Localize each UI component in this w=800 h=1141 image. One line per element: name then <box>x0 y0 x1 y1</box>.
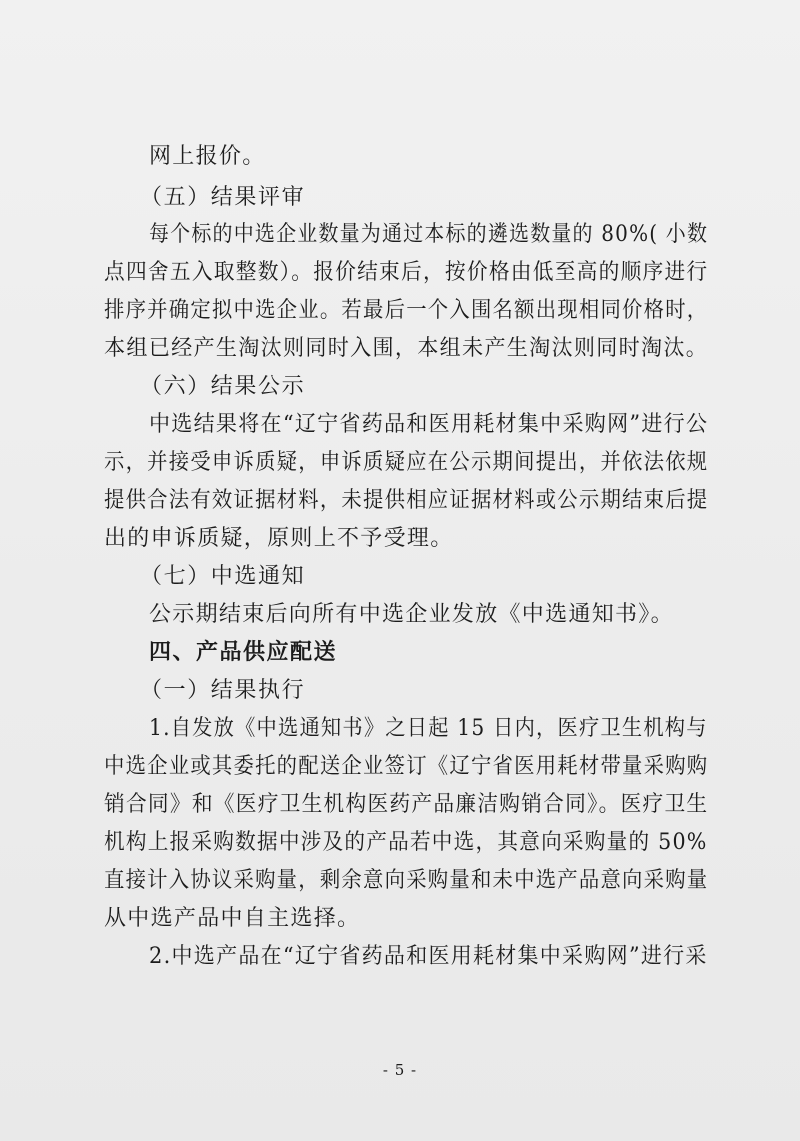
page-number: - 5 - <box>382 1061 418 1079</box>
paragraph-line: 网上报价。 <box>149 144 266 169</box>
paragraph-line: 机构上报采购数据中涉及的产品若中选，其意向采购量的 50% <box>104 830 708 855</box>
section-heading-seven: （七）中选通知 <box>140 564 306 589</box>
paragraph-line: 点四舍五入取整数）。报价结束后，按价格由低至高的顺序进行 <box>104 260 709 285</box>
paragraph-line: 销合同》和《医疗卫生机构医药产品廉洁购销合同》。医疗卫生 <box>104 792 709 817</box>
paragraph-line: 每个标的中选企业数量为通过本标的遴选数量的 80%( 小数 <box>149 222 709 247</box>
paragraph-line: 中选结果将在“辽宁省药品和医用耗材集中采购网”进行公 <box>149 412 709 437</box>
paragraph-line: 排序并确定拟中选企业。若最后一个入围名额出现相同价格时， <box>104 298 709 323</box>
paragraph-line: 1.自发放《中选通知书》之日起 15 日内，医疗卫生机构与 <box>149 716 708 741</box>
paragraph-line: 本组已经产生淘汰则同时入围，本组未产生淘汰则同时淘汰。 <box>104 336 709 361</box>
paragraph-line: 2.中选产品在“辽宁省药品和医用耗材集中采购网”进行采 <box>149 944 708 969</box>
paragraph-line: 中选企业或其委托的配送企业签订《辽宁省医用耗材带量采购购 <box>104 754 709 779</box>
section-heading-five: （五）结果评审 <box>140 185 306 210</box>
paragraph-line: 直接计入协议采购量，剩余意向采购量和未中选产品意向采购量 <box>104 868 709 893</box>
paragraph-line: 示，并接受申诉质疑，申诉质疑应在公示期间提出，并依法依规 <box>104 450 709 475</box>
paragraph-line: 从中选产品中自主选择。 <box>104 906 361 931</box>
paragraph-line: 提供合法有效证据材料，未提供相应证据材料或公示期结束后提 <box>104 488 709 513</box>
paragraph-line: 公示期结束后向所有中选企业发放《中选通知书》。 <box>149 602 674 627</box>
section-heading-one: （一）结果执行 <box>140 678 306 703</box>
paragraph-line: 出的申诉质疑，原则上不予受理。 <box>104 526 454 551</box>
section-heading-six: （六）结果公示 <box>140 374 306 399</box>
chapter-heading-four: 四、产品供应配送 <box>149 640 338 665</box>
